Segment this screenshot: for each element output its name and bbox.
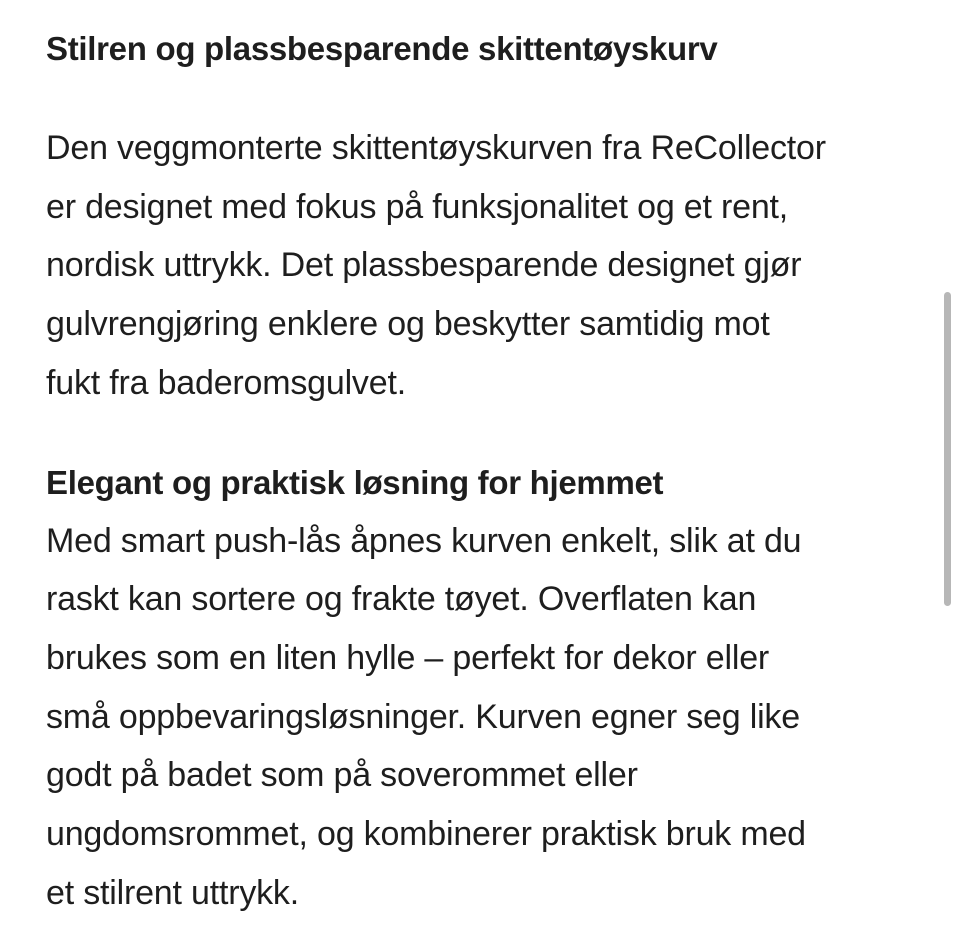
section-paragraph-elegant bbox=[46, 512, 926, 923]
section-heading-stilren: Stilren og plassbesparende skittentøyskurv bbox=[46, 30, 718, 67]
paragraph-line: fukt fra baderomsgulvet. bbox=[46, 363, 406, 402]
paragraph-line: Den veggmonterte skittentøyskurven fra ReCollector bbox=[46, 129, 826, 167]
paragraph-line: et stilrent uttrykk. bbox=[46, 873, 299, 912]
paragraph-line: brukes som en liten hylle – perfekt for dekor eller bbox=[46, 638, 770, 677]
paragraph-line: små oppbevaringsløsninger. Kurven egner seg like bbox=[46, 697, 800, 736]
paragraph-line: nordisk uttrykk. Det plassbesparende designet gjør bbox=[46, 246, 802, 285]
section-heading-elegant: Elegant og praktisk løsning for hjemmet bbox=[46, 463, 664, 501]
paragraph-line: godt på badet som på soverommet eller bbox=[46, 756, 638, 795]
product-description bbox=[46, 0, 926, 922]
paragraph-line: er designet med fokus på funksjonalitet og et rent, bbox=[46, 187, 789, 226]
vertical-scrollbar[interactable] bbox=[944, 292, 951, 606]
paragraph-line: Med smart push-lås åpnes kurven enkelt, slik at du bbox=[46, 521, 802, 560]
paragraph-line: raskt kan sortere og frakte tøyet. Overflaten kan bbox=[46, 580, 757, 619]
paragraph-line: ungdomsrommet, og kombinerer praktisk bruk med bbox=[46, 815, 806, 854]
paragraph-line: gulvrengjøring enklere og beskytter samtidig mot bbox=[46, 305, 770, 344]
section-paragraph-stilren bbox=[46, 119, 926, 413]
